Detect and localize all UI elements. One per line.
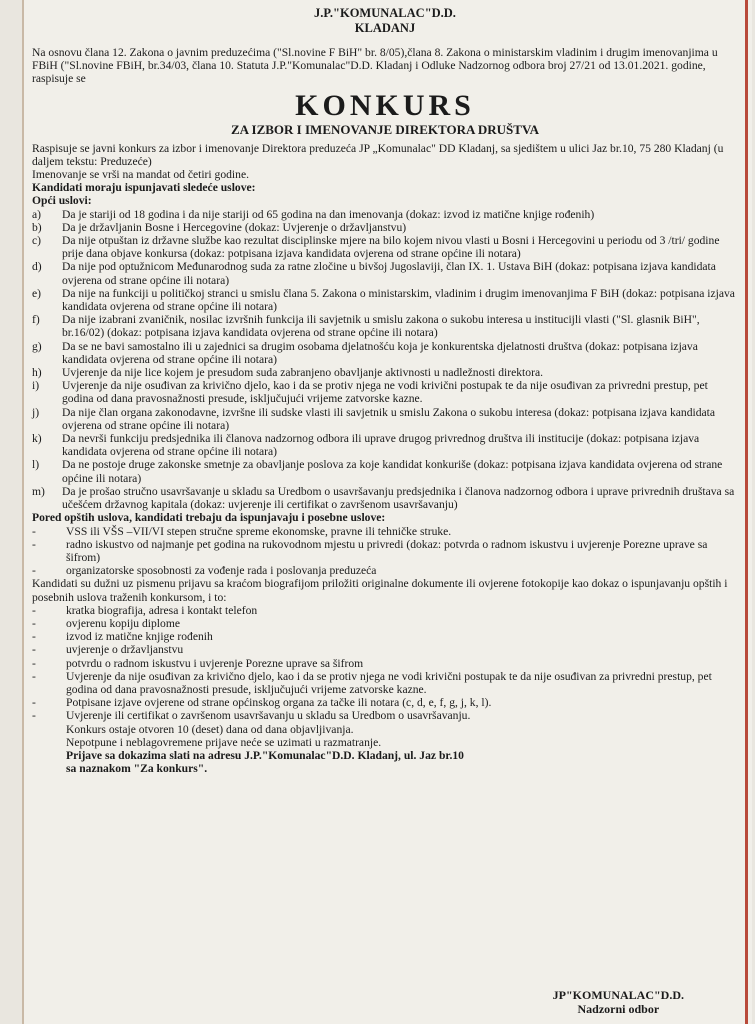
general-condition-item — [32, 234, 738, 260]
red-border-line — [745, 0, 748, 1024]
list-marker: m) — [32, 484, 45, 498]
list-marker: k) — [32, 432, 42, 446]
required-document-item — [32, 630, 738, 643]
list-item-text: VSS ili VŠS –VII/VI stepen stručne spreme ekonomske, pravne ili tehničke struke. — [66, 524, 452, 538]
mandate-paragraph: Imenovanje se vrši na mandat od četiri godine. — [32, 168, 249, 182]
list-marker: - — [32, 603, 36, 617]
notice-title: KONKURS — [295, 88, 475, 122]
notice-content — [32, 6, 738, 775]
list-item-text: kratka biografija, adresa i kontakt telefon — [66, 603, 258, 617]
legal-basis-paragraph: Na osnovu člana 12. Zakona o javnim preduzećima ("Sl.novine F BiH" br. 8/05),člana 8. Zakona o ministarskim vladinim i drugim imenovanjima u FBiH ("Sl.novine FBiH, br.34/03, člana 10. Statuta J.P."Komunalac"D.D. Kladanj i Odluke Nadzornog odbora broj 27/21 od 13.01.2021. godine, raspisuje se — [32, 46, 718, 86]
incomplete-applications-text: Nepotpune i neblagovremene prijave neće se uzimati u razmatranje. — [66, 735, 382, 749]
required-document-item — [32, 617, 738, 630]
list-item-text: Uvjerenje ili certifikat o završenom usavršavanju u skladu sa Uredbom o usavršavanju. — [66, 709, 471, 723]
notice-subtitle: ZA IZBOR I IMENOVANJE DIREKTORA DRUŠTVA — [230, 121, 540, 137]
special-condition-item — [32, 525, 738, 538]
list-item-text: Uvjerenje da nije osuđivan za krivično djelo, kao i da se protiv njega ne vodi krivični postupak te da nije osuđivan za privredni prestup, pet godina od dana pravosnažnosti presude, isključujući vrijeme zatvorske kazne. — [66, 669, 712, 696]
list-item-text: organizatorske sposobnosti za vođenje rada i poslovanja preduzeća — [66, 564, 377, 578]
required-documents-list — [32, 604, 738, 723]
list-item-text: Potpisane izjave ovjerene od strane općinskog organa za tačke ili notara (c, d, e, f, g, j, k, l). — [66, 696, 492, 710]
list-item-text: ovjerenu kopiju diplome — [66, 616, 180, 630]
signature-block — [553, 988, 684, 1016]
special-condition-item — [32, 538, 738, 564]
list-item-text: radno iskustvo od najmanje pet godina na rukovodnom mjestu u privredi (dokaz: potvrda o radnom iskustvu i uvjerenje Porezne uprave sa šifrom) — [66, 537, 708, 564]
list-item-text: Da nije pod optužnicom Međunarodnog suda za ratne zločine u bivšoj Jugoslaviji, član IX. 1. Ustava BiH (dokaz: potpisana izjava kandidata ovjerena od strane općine ili notara) — [62, 260, 716, 287]
general-condition-item — [32, 379, 738, 405]
list-marker: j) — [32, 405, 40, 419]
list-item-text: Uvjerenje da nije osuđivan za krivično djelo, kao i da se protiv njega ne vodi krivični postupak te da nije osuđivan za privredni prestup, pet godina od dana pravosnažnosti presude, isključujući vrijeme zatvorske kazne. — [62, 379, 708, 406]
submission-address: Prijave sa dokazima slati na adresu J.P."Komunalac"D.D. Kladanj, ul. Jaz br.10 — [66, 748, 464, 762]
list-item-text: Da je stariji od 18 godina i da nije stariji od 65 godina na dan imenovanja (dokaz: izvod iz matične knjige rođenih) — [62, 207, 595, 221]
list-item-text: Da nije član organa zakonodavne, izvršne ili sudske vlasti ili savjetnik u smislu Zakona o sukobu interesa (dokaz: potpisana izjava kandidata ovjerena od strane općine ili notara) — [62, 405, 716, 432]
list-item-text: Da je prošao stručno usavršavanje u skladu sa Uredbom o usavršavanju predsjednika i članova nadzornog odbora i uprave privrednih društava sa učešćem državnog kapitala (dokaz: uvjerenje ili certifikat o završenom usavršavanju) — [62, 484, 735, 512]
list-marker: g) — [32, 339, 42, 353]
list-item-text: Da se ne bavi samostalno ili u zajednici sa drugim osobama djelatnošću koja je konkurentska djelatnosti društva (dokaz: potpisana izjava kandidata ovjerena od strane općine ili notara) — [62, 339, 698, 366]
list-marker: i) — [32, 379, 40, 393]
general-condition-item — [32, 340, 738, 366]
general-condition-item — [32, 485, 738, 511]
list-item-text: potvrdu o radnom iskustvu i uvjerenje Porezne uprave sa šifrom — [66, 656, 364, 670]
list-marker: h) — [32, 366, 42, 380]
general-condition-item — [32, 221, 738, 234]
newspaper-page — [22, 0, 752, 1024]
special-conditions-heading: Pored opštih uslova, kandidati trebaju da ispunjavaju i posebne uslove: — [32, 511, 386, 525]
list-marker: - — [32, 537, 36, 551]
list-marker: - — [32, 616, 36, 630]
required-document-item — [32, 604, 738, 617]
company-name: J.P."KOMUNALAC"D.D. — [314, 6, 456, 20]
general-condition-item — [32, 313, 738, 339]
required-document-item — [32, 709, 738, 722]
required-document-item — [32, 670, 738, 696]
list-marker: - — [32, 564, 36, 578]
general-conditions-heading: Opći uslovi: — [32, 194, 92, 208]
required-document-item — [32, 657, 738, 670]
general-condition-item — [32, 260, 738, 286]
announcement-paragraph: Raspisuje se javni konkurs za izbor i imenovanje Direktora preduzeća JP „Komunalac" DD Kladanj, sa sjedištem u ulici Jaz br.10, 75 280 Kladanj (u daljem tekstu: Preduzeće) — [32, 141, 724, 168]
list-marker: f) — [32, 313, 40, 327]
list-marker: - — [32, 709, 36, 723]
list-item-text: Uvjerenje da nije lice kojem je presudom suda zabranjeno obavljanje aktivnosti u nadležnosti direktora. — [62, 366, 543, 380]
required-document-item — [32, 696, 738, 709]
list-item-text: uvjerenje o državljanstvu — [66, 643, 184, 657]
list-marker: d) — [32, 260, 42, 274]
list-marker: c) — [32, 234, 42, 248]
list-marker: - — [32, 696, 36, 710]
general-condition-item — [32, 287, 738, 313]
list-marker: - — [32, 643, 36, 657]
company-city: KLADANJ — [354, 21, 416, 35]
list-marker: - — [32, 656, 36, 670]
list-item-text: izvod iz matične knjige rođenih — [66, 630, 213, 644]
required-document-item — [32, 643, 738, 656]
general-condition-item — [32, 208, 738, 221]
submission-note: sa naznakom "Za konkurs". — [66, 762, 208, 776]
general-conditions-list — [32, 208, 738, 512]
signature-body: Nadzorni odbor — [577, 1002, 660, 1016]
list-marker: - — [32, 630, 36, 644]
general-condition-item — [32, 458, 738, 484]
list-marker: - — [32, 524, 36, 538]
list-marker: a) — [32, 207, 42, 221]
list-item-text: Da je državljanin Bosne i Hercegovine (dokaz: Uvjerenje o državljanstvu) — [62, 220, 407, 234]
list-item-text: Da nije na funkciji u političkoj stranci u smislu člana 5. Zakona o ministarskim, vladinim i drugim imenovanjima F BiH (dokaz: potpisana izjava kandidata ovjerena od strane općine ili notara) — [62, 286, 735, 314]
list-item-text: Da ne postoje druge zakonske smetnje za obavljanje poslova za koje kandidat konkuriše (dokaz: potpisana izjava kandidata ovjerena od strane općine ili notara) — [62, 458, 723, 485]
special-condition-item — [32, 564, 738, 577]
list-marker: b) — [32, 220, 42, 234]
special-conditions-list — [32, 525, 738, 578]
signature-company: JP"KOMUNALAC"D.D. — [552, 988, 684, 1002]
general-condition-item — [32, 406, 738, 432]
general-condition-item — [32, 366, 738, 379]
list-item-text: Da nevrši funkciju predsjednika ili članova nadzornog odbora ili uprave drugog privrednog društva ili institucije (dokaz: potpisana izjava kandidata ovjerena od strane općine ili notara) — [62, 432, 700, 459]
documents-intro-paragraph: Kandidati su dužni uz pismenu prijavu sa kraćom biografijom priložiti originalne dokumente ili ovjerene fotokopije kao dokaz o ispunjavanju opštih i posebnih uslova traženih konkursom, i to: — [32, 577, 728, 604]
list-item-text: Da nije otpuštan iz državne službe kao rezultat disciplinske mjere na bilo kojem nivou vlasti u Bosni i Hercegovini u periodu od 3 /tri/ godine prije dana objave konkursa (dokaz: potpisana izjava kandidata ovjerena od strane općine ili notara) — [62, 234, 720, 261]
deadline-text: Konkurs ostaje otvoren 10 (deset) dana od dana objavljivanja. — [66, 722, 354, 736]
list-item-text: Da nije izabrani zvaničnik, nosilac izvršnih funkcija ili savjetnik u smislu zakona o sukobu interesa u institucijli vlasti ("Sl. glasnik BiH", br.16/02) (dokaz: potpisana izjava kandidata ovjerena od strane općine ili notara) — [62, 313, 700, 340]
list-marker: - — [32, 669, 36, 683]
list-marker: e) — [32, 286, 42, 300]
list-marker: l) — [32, 458, 40, 472]
requirements-heading: Kandidati moraju ispunjavati sledeće uslove: — [32, 181, 256, 195]
general-condition-item — [32, 432, 738, 458]
